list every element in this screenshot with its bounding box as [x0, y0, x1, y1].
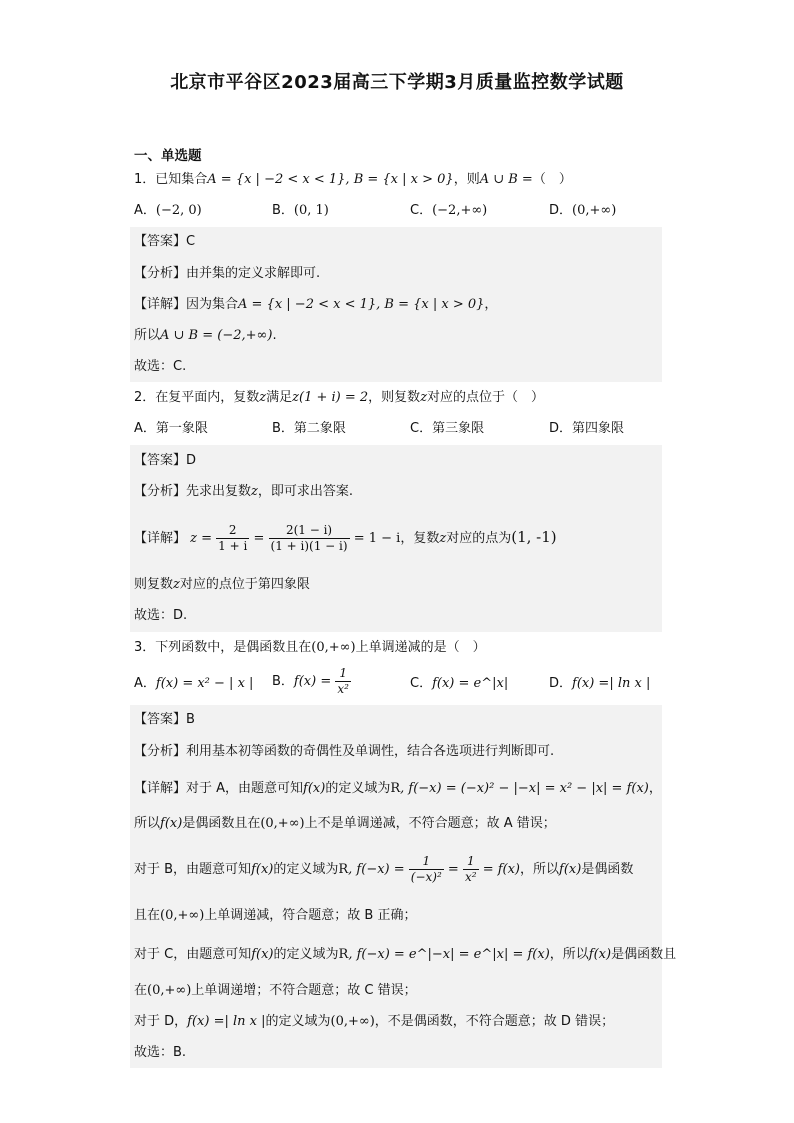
q3-detail-6: [134, 981, 417, 1001]
q3-opt-c-label: C．: [410, 676, 433, 691]
q2-frac2-den: (1 + i)(1 − i): [270, 539, 348, 553]
q3-d5-R: R: [338, 947, 349, 962]
q2-z: z: [259, 390, 267, 405]
q3-d7-text-b: 的定义域为: [265, 1014, 331, 1029]
q3-detail-2: [134, 814, 556, 834]
q2-eq-result: = 1 − i: [353, 531, 401, 546]
q1-detail2-math: A ∪ B = (−2,+∞): [160, 328, 273, 343]
q1-opt-d-label: D．: [549, 203, 573, 218]
q2-point: (1, -1): [511, 528, 557, 546]
q1-detail-math: A = {x | −2 < x < 1}, B = {x | x > 0}: [238, 297, 485, 312]
q1-union: A ∪ B =: [479, 172, 533, 187]
q2-detail-z: z: [439, 531, 447, 546]
q3-d3-text: 对于 B，由题意可知: [134, 862, 252, 877]
q3-d7-text-c: ，不是偶函数，不符合题意；故 D 错误；: [374, 1014, 615, 1029]
q3-d4-text-b: 上单调递减，符合题意；故 B 正确；: [204, 908, 417, 923]
q3-d6-text-b: 上单调递增；不符合题意；故 C 错误；: [191, 983, 417, 998]
q2-fraction-2: [269, 523, 350, 554]
q1-opt-b-label: B．: [272, 203, 294, 218]
q2-detail-text-c: 对应的点为: [446, 531, 512, 546]
q1-detail2-period: .: [272, 328, 277, 343]
q3-d2-text-c: 上不是单调递减，不符合题意；故 A 错误；: [304, 816, 556, 831]
q3-d5-fx: f(x): [251, 947, 274, 962]
q1-analysis: 【分析】由并集的定义求解即可.: [134, 266, 321, 281]
q2-analysis-text: 【分析】先求出复数: [134, 484, 252, 499]
q1-stem-text: 1．已知集合: [134, 172, 208, 187]
q2-fraction-1: [216, 523, 249, 554]
q3-d7-text: 对于 D，: [134, 1014, 188, 1029]
q3-detail-3: [134, 852, 633, 888]
q2-equation: z(1 + i) = 2: [292, 390, 369, 405]
question-1-stem: [134, 170, 572, 190]
q3-option-b: [272, 664, 351, 700]
q2-stem-text-d: 对应的点位于（ ）: [427, 390, 545, 405]
q1-opt-a-label: A．: [134, 203, 156, 218]
q3-d3-den: (−x)²: [410, 870, 442, 884]
q3-d3-fx: f(x): [251, 862, 274, 877]
q3-d3-eq: =: [447, 862, 459, 877]
q3-opt-b-den: x²: [337, 682, 349, 696]
q3-d7-math: f(x) =| ln x |: [187, 1014, 266, 1029]
q2-analysis: [134, 482, 353, 502]
q3-d3-pre: , f(−x) =: [348, 862, 405, 877]
q3-d4-interval: (0,+∞): [160, 908, 205, 923]
q3-d5-text: 对于 C，由题意可知: [134, 947, 252, 962]
q3-option-a: [134, 674, 253, 694]
q3-choose: 故选：B.: [134, 1045, 187, 1060]
q1-opt-a-value: (−2, 0): [155, 203, 202, 218]
q3-d2-fx: f(x): [160, 816, 183, 831]
q3-d3-den2: x²: [464, 870, 477, 884]
q3-option-c: [410, 674, 508, 694]
q2-detail-text-b: ，复数: [400, 531, 440, 546]
q1-option-c: [410, 201, 487, 221]
page-title: 北京市平谷区2023届高三下学期3月质量监控数学试题: [170, 72, 624, 93]
question-3-stem: [134, 638, 486, 658]
q3-d4-text: 且在: [134, 908, 161, 923]
q3-opt-b-label: B．: [272, 674, 294, 689]
q3-interval: (0,+∞): [311, 640, 356, 655]
q3-opt-c-value: f(x) = e^|x|: [432, 676, 509, 691]
q3-d1-text: 【详解】对于 A，由题意可知: [134, 781, 304, 796]
q3-d3-text-b: 的定义域为: [273, 862, 339, 877]
q2-detail: [134, 519, 557, 557]
q3-d3-fraction-1: [409, 854, 444, 885]
q1-choose: 故选：C.: [134, 359, 187, 374]
q2-analysis-z: z: [251, 484, 258, 499]
q3-d5-text-c: ，所以: [549, 947, 589, 962]
q2-detail2-z: z: [173, 577, 180, 592]
q3-opt-b-num: 1: [335, 666, 351, 682]
q2-option-b: B．第二象限: [272, 421, 346, 436]
q3-d1-R: R: [390, 781, 401, 796]
q1-opt-d-value: (0,+∞): [572, 203, 617, 218]
q2-option-c: C．第三象限: [410, 421, 485, 436]
q3-d2-text-b: 是偶函数且在: [182, 816, 261, 831]
q2-option-a: A．第一象限: [134, 421, 208, 436]
q3-d3-fraction-2: [463, 854, 479, 885]
q3-d1-math: , f(−x) = (−x)² − |−x| = x² − |x| = f(x): [400, 781, 649, 796]
q2-eq-z: z =: [190, 531, 213, 546]
q2-analysis-text-b: ，即可求出答案.: [257, 484, 354, 499]
q3-opt-b-fraction: [335, 666, 351, 697]
q3-d3-R: R: [338, 862, 349, 877]
q3-opt-a-label: A．: [134, 676, 156, 691]
q2-stem-text-b: 满足: [266, 390, 293, 405]
q3-option-d: [549, 674, 650, 694]
q1-option-a: [134, 201, 202, 221]
q3-opt-d-label: D．: [549, 676, 573, 691]
q3-d5-text-b: 的定义域为: [273, 947, 339, 962]
q3-detail-4: [134, 906, 416, 926]
q1-detail-text: 【详解】因为集合: [134, 297, 239, 312]
q3-d3-fx-2: f(x): [559, 862, 582, 877]
section-heading: 一、单选题: [134, 148, 202, 164]
q3-detail-1: [134, 779, 662, 799]
q2-choose: 故选：D.: [134, 608, 188, 623]
q3-d2-text: 所以: [134, 816, 161, 831]
q3-d1-text-b: 的定义域为: [325, 781, 391, 796]
q3-d3-post: = f(x): [482, 862, 520, 877]
q2-stem-text-c: ，则复数: [368, 390, 421, 405]
q1-paren: （ ）: [532, 172, 572, 187]
q3-d3-text-d: 是偶函数: [581, 862, 634, 877]
q3-analysis: 【分析】利用基本初等函数的奇偶性及单调性，结合各选项进行判断即可.: [134, 744, 555, 759]
q3-answer: 【答案】B: [134, 712, 195, 727]
q3-d1-comma: ，: [648, 781, 662, 796]
q3-d5-math: , f(−x) = e^|−x| = e^|x| = f(x): [348, 947, 550, 962]
q1-detail-2: [134, 326, 277, 346]
q2-detail-2: [134, 575, 310, 595]
q3-detail-5: [134, 945, 676, 965]
q3-d1-fx: f(x): [303, 781, 326, 796]
q1-stem-text-b: ，则: [453, 172, 480, 187]
q2-eq-sign: =: [253, 531, 265, 546]
q3-d2-interval: (0,+∞): [260, 816, 305, 831]
q3-detail-7: [134, 1012, 614, 1032]
q3-opt-d-value: f(x) =| ln x |: [572, 676, 651, 691]
q3-d3-num2: 1: [463, 854, 479, 870]
question-2-stem: [134, 388, 544, 408]
q3-d5-fx-2: f(x): [588, 947, 612, 962]
q3-d5-text-d: 是偶函数且: [611, 947, 677, 962]
q1-opt-b-value: (0, 1): [293, 203, 329, 218]
q2-frac1-num: 2: [216, 523, 249, 539]
q1-opt-c-label: C．: [410, 203, 433, 218]
q2-frac2-num: 2(1 − i): [269, 523, 350, 539]
q3-opt-b-pre: f(x) =: [293, 674, 332, 689]
q1-opt-c-value: (−2,+∞): [432, 203, 488, 218]
q1-detail2-text: 所以: [134, 328, 161, 343]
q1-option-b: [272, 201, 329, 221]
q2-stem-text: 2．在复平面内，复数: [134, 390, 260, 405]
q1-option-d: [549, 201, 616, 221]
q2-frac1-den: 1 + i: [218, 539, 248, 553]
q2-z-2: z: [420, 390, 428, 405]
q3-d7-interval: (0,+∞): [330, 1014, 375, 1029]
q2-detail2-text-b: 对应的点位于第四象限: [179, 577, 310, 592]
q1-detail-comma: ，: [484, 297, 498, 312]
q1-detail: [134, 295, 497, 315]
q2-detail2-text: 则复数: [134, 577, 174, 592]
q1-sets: A = {x | −2 < x < 1}, B = {x | x > 0}: [207, 172, 454, 187]
q3-d3-text-c: ，所以: [520, 862, 560, 877]
q2-detail-label: 【详解】: [134, 531, 187, 546]
q2-answer: 【答案】D: [134, 453, 197, 468]
q3-stem-text-b: 上单调递减的是（ ）: [355, 640, 486, 655]
q3-d6-interval: (0,+∞): [147, 983, 192, 998]
q3-d6-text: 在: [134, 983, 148, 998]
q1-answer: 【答案】C: [134, 234, 196, 249]
q3-stem-text: 3．下列函数中，是偶函数且在: [134, 640, 312, 655]
q2-option-d: D．第四象限: [549, 421, 625, 436]
q3-opt-a-value: f(x) = x² − | x |: [155, 676, 254, 691]
q3-d3-num: 1: [409, 854, 444, 870]
